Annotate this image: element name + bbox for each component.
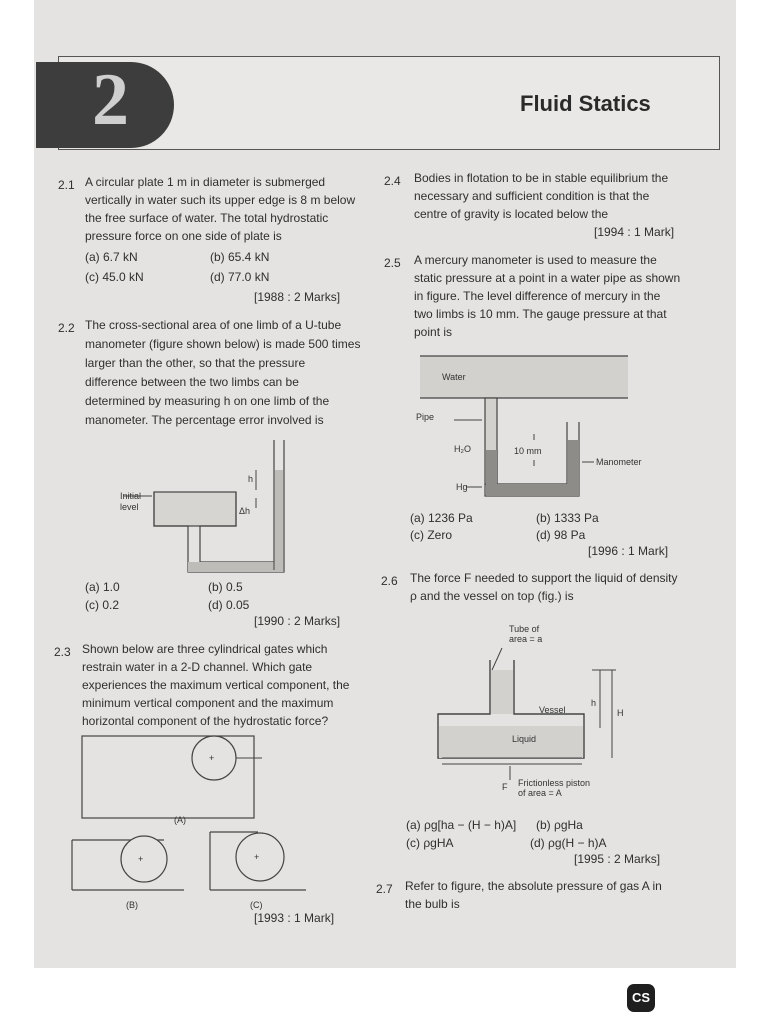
mercury-manometer-figure [34, 350, 736, 510]
question-number: 2.4 [384, 174, 401, 188]
water-label: Water [442, 372, 466, 382]
h-label: h [248, 474, 254, 484]
option: (d) 77.0 kN [210, 270, 270, 284]
option: (a) 1.0 [85, 580, 120, 594]
option: (b) 0.5 [208, 580, 243, 594]
plus-sign: + [254, 852, 260, 862]
H-label: H [617, 708, 624, 718]
gate-b-label: (B) [126, 900, 138, 910]
question-number: 2.7 [376, 882, 393, 896]
option: (a) ρg[ha − (H − h)A] [406, 818, 517, 832]
option: (c) 0.2 [85, 598, 120, 612]
h-label: h [591, 698, 597, 708]
question-text: restrain water in a 2-D channel. Which gate [82, 660, 313, 674]
option: (c) 45.0 kN [85, 270, 144, 284]
question-text: in figure. The level difference of mercury in the [414, 289, 661, 303]
question-text: point is [414, 325, 453, 339]
option: (a) 1236 Pa [410, 511, 473, 525]
tube-label-2: area = a [509, 634, 543, 644]
question-text: ρ and the vessel on top (fig.) is [410, 589, 574, 603]
initial-label: Initial [120, 491, 142, 501]
question-text: two limbs is 10 mm. The gauge pressure at that [414, 307, 667, 321]
question-text: centre of gravity is located below the [414, 207, 609, 221]
question-text: static pressure at a point in a water pipe as shown [414, 271, 681, 285]
gate-a-label: (A) [174, 815, 186, 825]
question-text: A circular plate 1 m in diameter is submerged [85, 175, 326, 189]
hg-label: Hg [456, 482, 468, 492]
year-marks: [1993 : 1 Mark] [254, 911, 335, 925]
question-text: Shown below are three cylindrical gates which [82, 642, 328, 656]
year-marks: [1994 : 1 Mark] [594, 225, 675, 239]
option: (d) 98 Pa [536, 528, 586, 542]
option: (d) ρg(H − h)A [530, 836, 607, 850]
option: (d) 0.05 [208, 598, 250, 612]
year-marks: [1996 : 1 Mark] [588, 544, 669, 558]
question-number: 2.2 [58, 321, 75, 335]
question-text: manometer. The percentage error involved is [85, 413, 324, 427]
plus-sign: + [209, 753, 215, 763]
question-text: the free surface of water. The total hydrostatic [85, 211, 329, 225]
level-difference-label: 10 mm [514, 446, 542, 456]
force-label: F [502, 782, 508, 792]
option: (b) 65.4 kN [210, 250, 270, 264]
question-text: experiences the maximum vertical component, the [82, 678, 350, 692]
tube-label-1: Tube of [509, 624, 540, 634]
question-text: determined by measuring h on one limb of the [85, 394, 330, 408]
question-text: manometer (figure shown below) is made 500 times [85, 337, 361, 351]
question-text: horizontal component of the hydrostatic force? [82, 714, 329, 728]
option: (b) 1333 Pa [536, 511, 599, 525]
question-text: A mercury manometer is used to measure the [414, 253, 657, 267]
question-number: 2.6 [381, 574, 398, 588]
liquid-label: Liquid [512, 734, 537, 744]
question-text: Bodies in flotation to be in stable equilibrium the [414, 171, 669, 185]
year-marks: [1988 : 2 Marks] [254, 290, 341, 304]
camscanner-logo-icon: CS [627, 984, 655, 1012]
question-text: difference between the two limbs can be [85, 375, 299, 389]
piston-label-1: Frictionless piston [518, 778, 591, 788]
question-text: Refer to figure, the absolute pressure of gas A in [405, 879, 662, 893]
gate-c-label: (C) [250, 900, 263, 910]
piston-label-2: of area = A [518, 788, 562, 798]
question-text: The force F needed to support the liquid of density [410, 571, 678, 585]
level-label: level [120, 502, 139, 512]
h2o-label: H₂O [454, 444, 471, 454]
question-number: 2.5 [384, 256, 401, 270]
question-number: 2.1 [58, 178, 75, 192]
year-marks: [1995 : 2 Marks] [574, 852, 661, 866]
question-text: the bulb is [405, 897, 460, 911]
delta-h-label: Δh [239, 506, 251, 516]
question-text: The cross-sectional area of one limb of a U-tube [85, 318, 342, 332]
option: (b) ρgHa [536, 818, 583, 832]
manometer-label: Manometer [596, 457, 642, 467]
chapter-title: Fluid Statics [520, 91, 651, 116]
vessel-piston-figure [34, 618, 736, 808]
scanned-page [34, 0, 736, 968]
option: (c) ρgHA [406, 836, 454, 850]
question-text: necessary and sufficient condition is that the [414, 189, 650, 203]
chapter-number: 2 [92, 59, 129, 141]
option: (c) Zero [410, 528, 452, 542]
year-marks: [1990 : 2 Marks] [254, 614, 341, 628]
question-number: 2.3 [54, 645, 71, 659]
question-text: minimum vertical component and the maximum [82, 696, 334, 710]
question-text: larger than the other, so that the pressure [85, 356, 306, 370]
vessel-label: Vessel [539, 705, 566, 715]
pipe-label: Pipe [416, 412, 435, 422]
option: (a) 6.7 kN [85, 250, 138, 264]
question-text: vertically in water such its upper edge is 8 m below [85, 193, 356, 207]
question-text: pressure force on one side of plate is [85, 229, 282, 243]
plus-sign: + [138, 854, 144, 864]
